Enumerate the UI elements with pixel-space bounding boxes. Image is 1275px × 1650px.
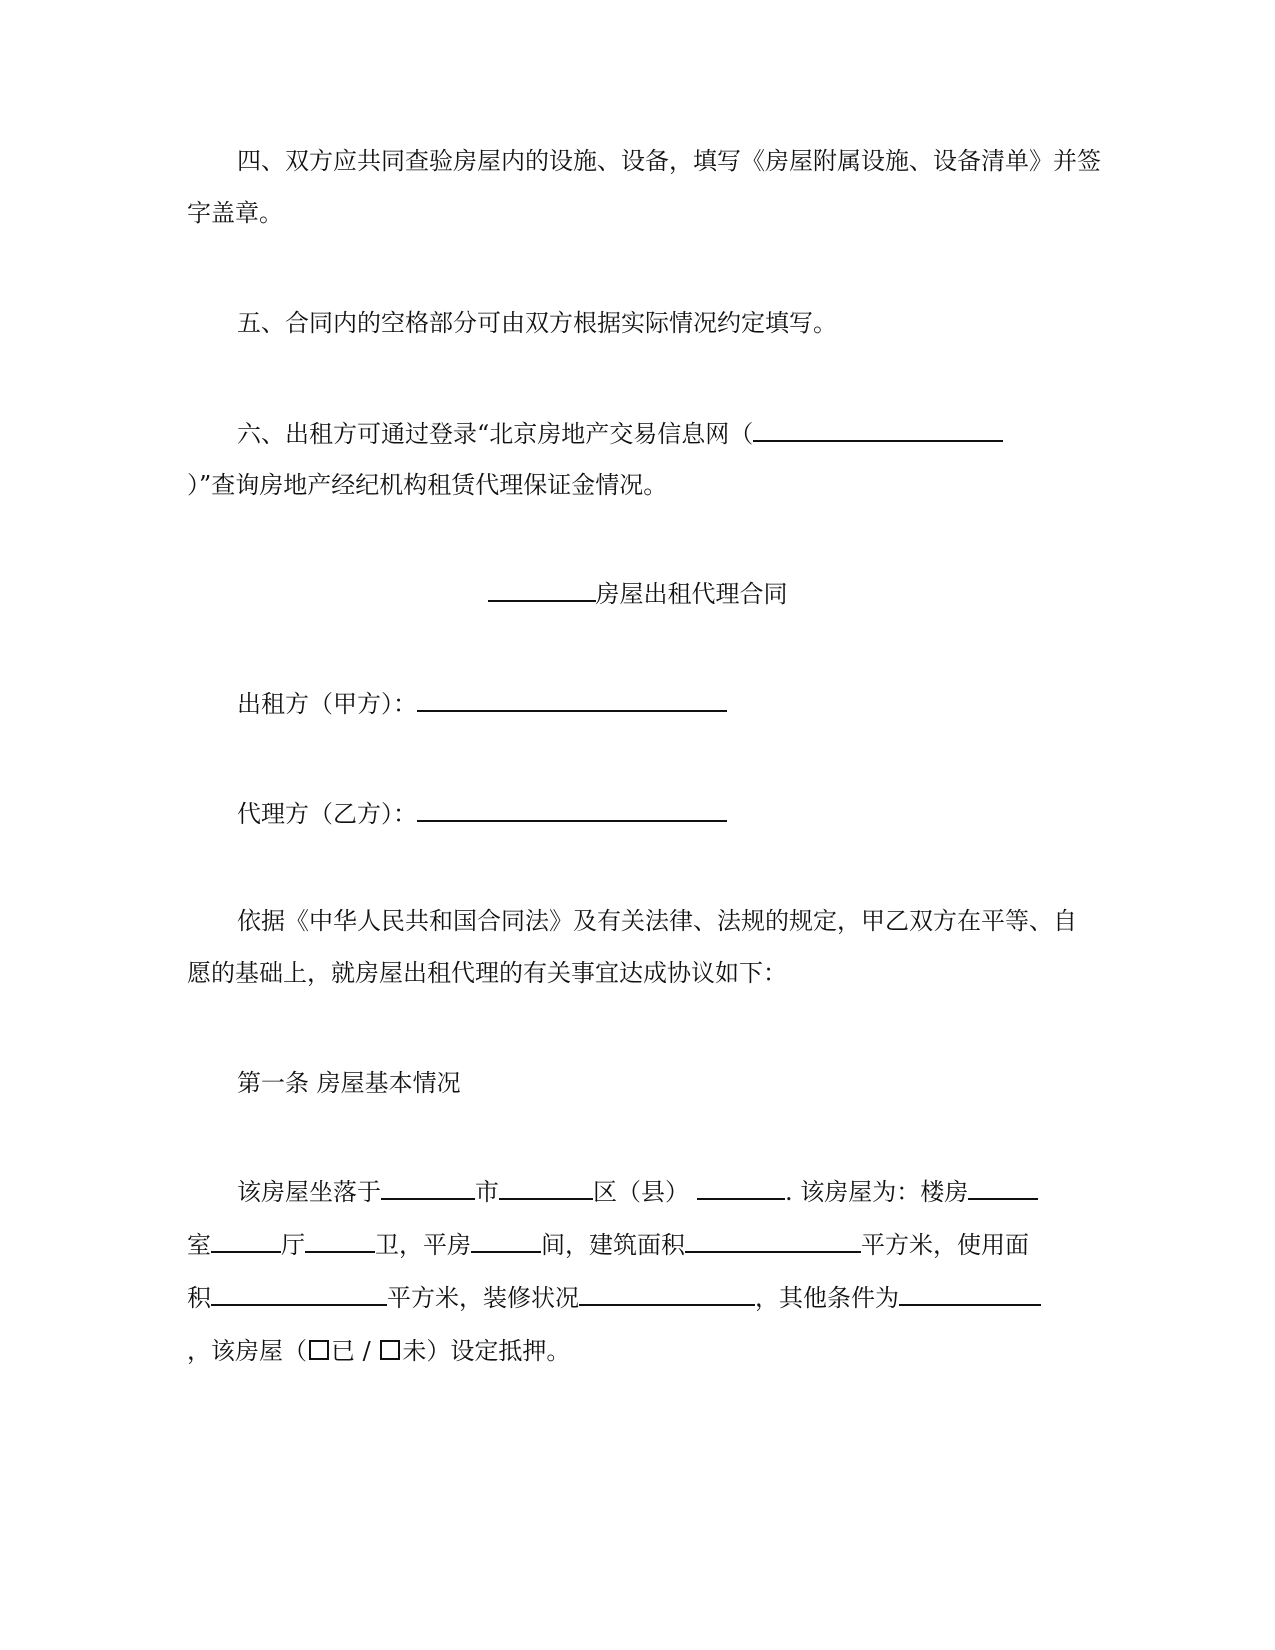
preamble-line-2: 愿的基础上，就房屋出租代理的有关事宜达成协议如下： bbox=[187, 959, 787, 987]
paragraph-4-line-2: 字盖章。 bbox=[187, 199, 283, 227]
not-mortgaged-checkbox[interactable] bbox=[380, 1340, 400, 1360]
building-type-label: . 该房屋为：楼房 bbox=[785, 1178, 969, 1206]
paragraph-6-line-1 bbox=[237, 418, 1003, 449]
address-blank[interactable] bbox=[697, 1176, 785, 1200]
mortgaged-checkbox[interactable] bbox=[309, 1340, 329, 1360]
building-area-label: 间，建筑面积 bbox=[541, 1231, 685, 1259]
article-1-line-2 bbox=[187, 1229, 1029, 1260]
location-label: 该房屋坐落于 bbox=[237, 1178, 381, 1206]
lessor-label: 出租方（甲方）： bbox=[237, 690, 417, 718]
bath-label: 卫，平房 bbox=[375, 1231, 471, 1259]
website-blank[interactable] bbox=[753, 418, 1003, 442]
district-blank[interactable] bbox=[499, 1176, 593, 1200]
district-label: 区（县） bbox=[593, 1178, 689, 1206]
room-label: 室 bbox=[187, 1231, 211, 1259]
paragraph-6-line-2: ）”查询房地产经纪机构租赁代理保证金情况。 bbox=[187, 471, 668, 499]
building-area-blank[interactable] bbox=[685, 1229, 861, 1253]
decoration-blank[interactable] bbox=[579, 1282, 755, 1306]
paragraph-4-line-1: 四、双方应共同查验房屋内的设施、设备，填写《房屋附属设施、设备清单》并签 bbox=[237, 147, 1101, 175]
title-blank[interactable] bbox=[488, 578, 596, 602]
article-1-line-3 bbox=[187, 1282, 1041, 1313]
other-conditions-blank[interactable] bbox=[899, 1282, 1041, 1306]
rooms-blank[interactable] bbox=[968, 1176, 1038, 1200]
agent-label: 代理方（乙方）： bbox=[237, 800, 417, 828]
lessor-line bbox=[237, 688, 727, 719]
agent-line bbox=[237, 798, 727, 829]
usable-area-label-end: 积 bbox=[187, 1284, 211, 1312]
city-label: 市 bbox=[475, 1178, 499, 1206]
paragraph-6-text: 六、出租方可通过登录“北京房地产交易信息网（ bbox=[237, 420, 754, 448]
usable-area-blank[interactable] bbox=[211, 1282, 387, 1306]
article-1-heading: 第一条 房屋基本情况 bbox=[237, 1069, 461, 1097]
hall-label: 厅 bbox=[281, 1231, 305, 1259]
preamble-line-1: 依据《中华人民共和国合同法》及有关法律、法规的规定，甲乙双方在平等、自 bbox=[237, 907, 1077, 935]
decoration-label: 平方米，装修状况 bbox=[387, 1284, 579, 1312]
agent-blank[interactable] bbox=[417, 798, 727, 822]
usable-area-label: 平方米，使用面 bbox=[861, 1231, 1029, 1259]
lessor-blank[interactable] bbox=[417, 688, 727, 712]
city-blank[interactable] bbox=[381, 1176, 475, 1200]
not-mortgaged-option: 未）设定抵押。 bbox=[402, 1337, 571, 1365]
paragraph-5: 五、合同内的空格部分可由双方根据实际情况约定填写。 bbox=[237, 309, 837, 337]
title-text: 房屋出租代理合同 bbox=[595, 580, 788, 608]
mortgage-label: ，该房屋（ bbox=[187, 1337, 307, 1365]
bungalow-rooms-blank[interactable] bbox=[471, 1229, 541, 1253]
article-1-line-1 bbox=[237, 1176, 1038, 1207]
halls-blank[interactable] bbox=[211, 1229, 281, 1253]
other-conditions-label: ，其他条件为 bbox=[755, 1284, 899, 1312]
article-1-line-4 bbox=[187, 1336, 570, 1366]
mortgaged-option: 已 / bbox=[331, 1337, 379, 1365]
contract-title bbox=[0, 578, 1275, 609]
baths-blank[interactable] bbox=[305, 1229, 375, 1253]
